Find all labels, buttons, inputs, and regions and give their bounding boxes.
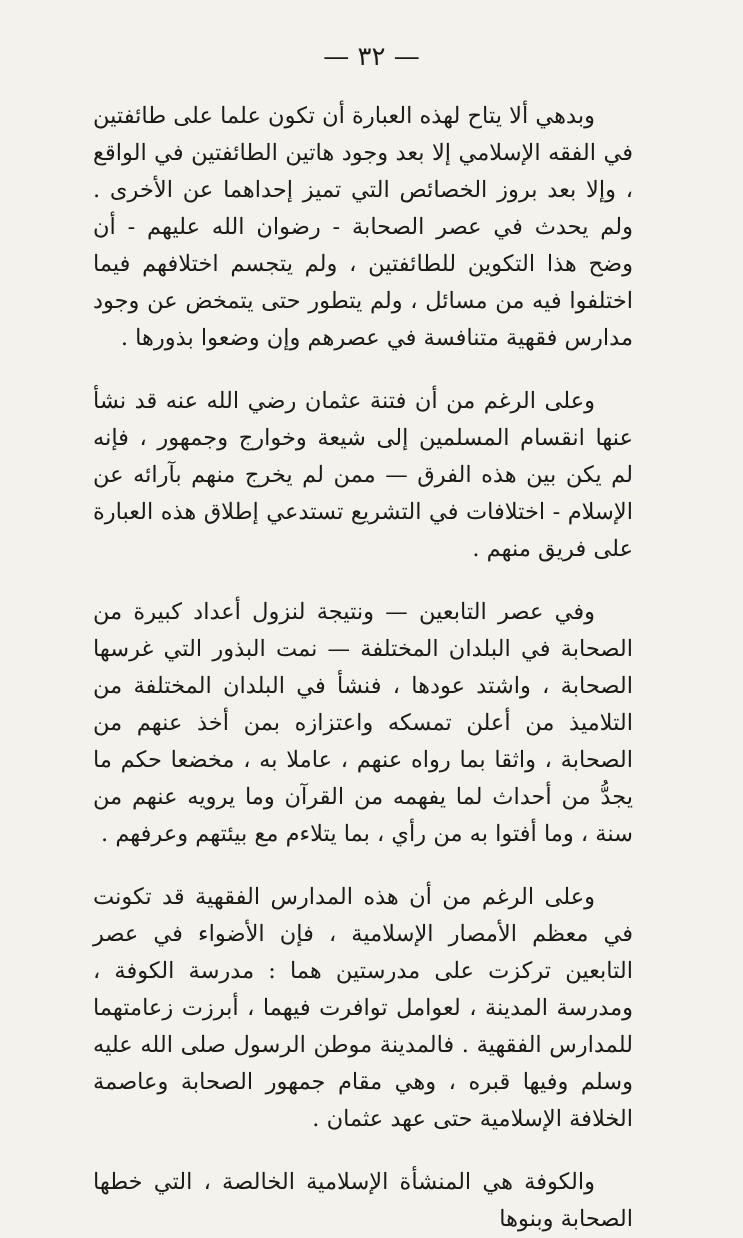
paragraph-5: والكوفة هي المنشأة الإسلامية الخالصة ، التي خطها الصحابة وبنوها <box>93 1169 633 1232</box>
page-number: — ٣٢ — <box>323 42 420 72</box>
paragraph-1: وبدهي ألا يتاح لهذه العبارة أن تكون علما على طائفتين في الفقه الإسلامي إلا بعد وجود هاتين الطائفتين في الواقع ، وإلا بعد بروز الخصائص التي تميز إحداهما عن الأخرى . ولم يحدث في عصر الصحابة - رضوان الله عليهم - أن وضح هذا التكوين للطائفتين ، ولم يتجسم اختلافهم فيما اختلفوا فيه من مسائل ، ولم يتطور حتى يتمخض عن وجود مدارس فقهية متنافسة في عصرهم وإن وضعوا بذورها . <box>93 103 633 351</box>
paragraph-3: وفي عصر التابعين — ونتيجة لنزول أعداد كبيرة من الصحابة في البلدان المختلفة — نمت البذور التي غرسها الصحابة ، واشتد عودها ، فنشأ في البلدان المختلفة من التلاميذ من أعلن تمسكه واعتزازه بمن أخذ عنهم من الصحابة ، واثقا بما رواه عنهم ، عاملا به ، مخضعا حكم ما يجدُّ من أحداث لما يفهمه من القرآن وما يرويه عنهم من سنة ، وما أفتوا به من رأي ، بما يتلاءم مع بيئتهم وعرفهم . <box>93 599 633 847</box>
paragraph-2: وعلى الرغم من أن فتنة عثمان رضي الله عنه قد نشأ عنها انقسام المسلمين إلى شيعة وخوارج وجمهور ، فإنه لم يكن بين هذه الفرق — ممن لم يخرج منهم بآرائه عن الإسلام - اختلافات في التشريع تستدعي إطلاق هذه العبارة على فريق منهم . <box>93 388 633 562</box>
paragraph-4: وعلى الرغم من أن هذه المدارس الفقهية قد تكونت في معظم الأمصار الإسلامية ، فإن الأضواء في عصر التابعين تركزت على مدرستين هما : مدرسة الكوفة ، ومدرسة المدينة ، لعوامل توافرت فيهما ، أبرزت زعامتهما للمدارس الفقهية . فالمدينة موطن الرسول صلى الله عليه وسلم وفيها قبره ، وهي مقام جمهور الصحابة وعاصمة الخلافة الإسلامية حتى عهد عثمان . <box>93 884 633 1132</box>
body-text <box>93 98 633 1238</box>
